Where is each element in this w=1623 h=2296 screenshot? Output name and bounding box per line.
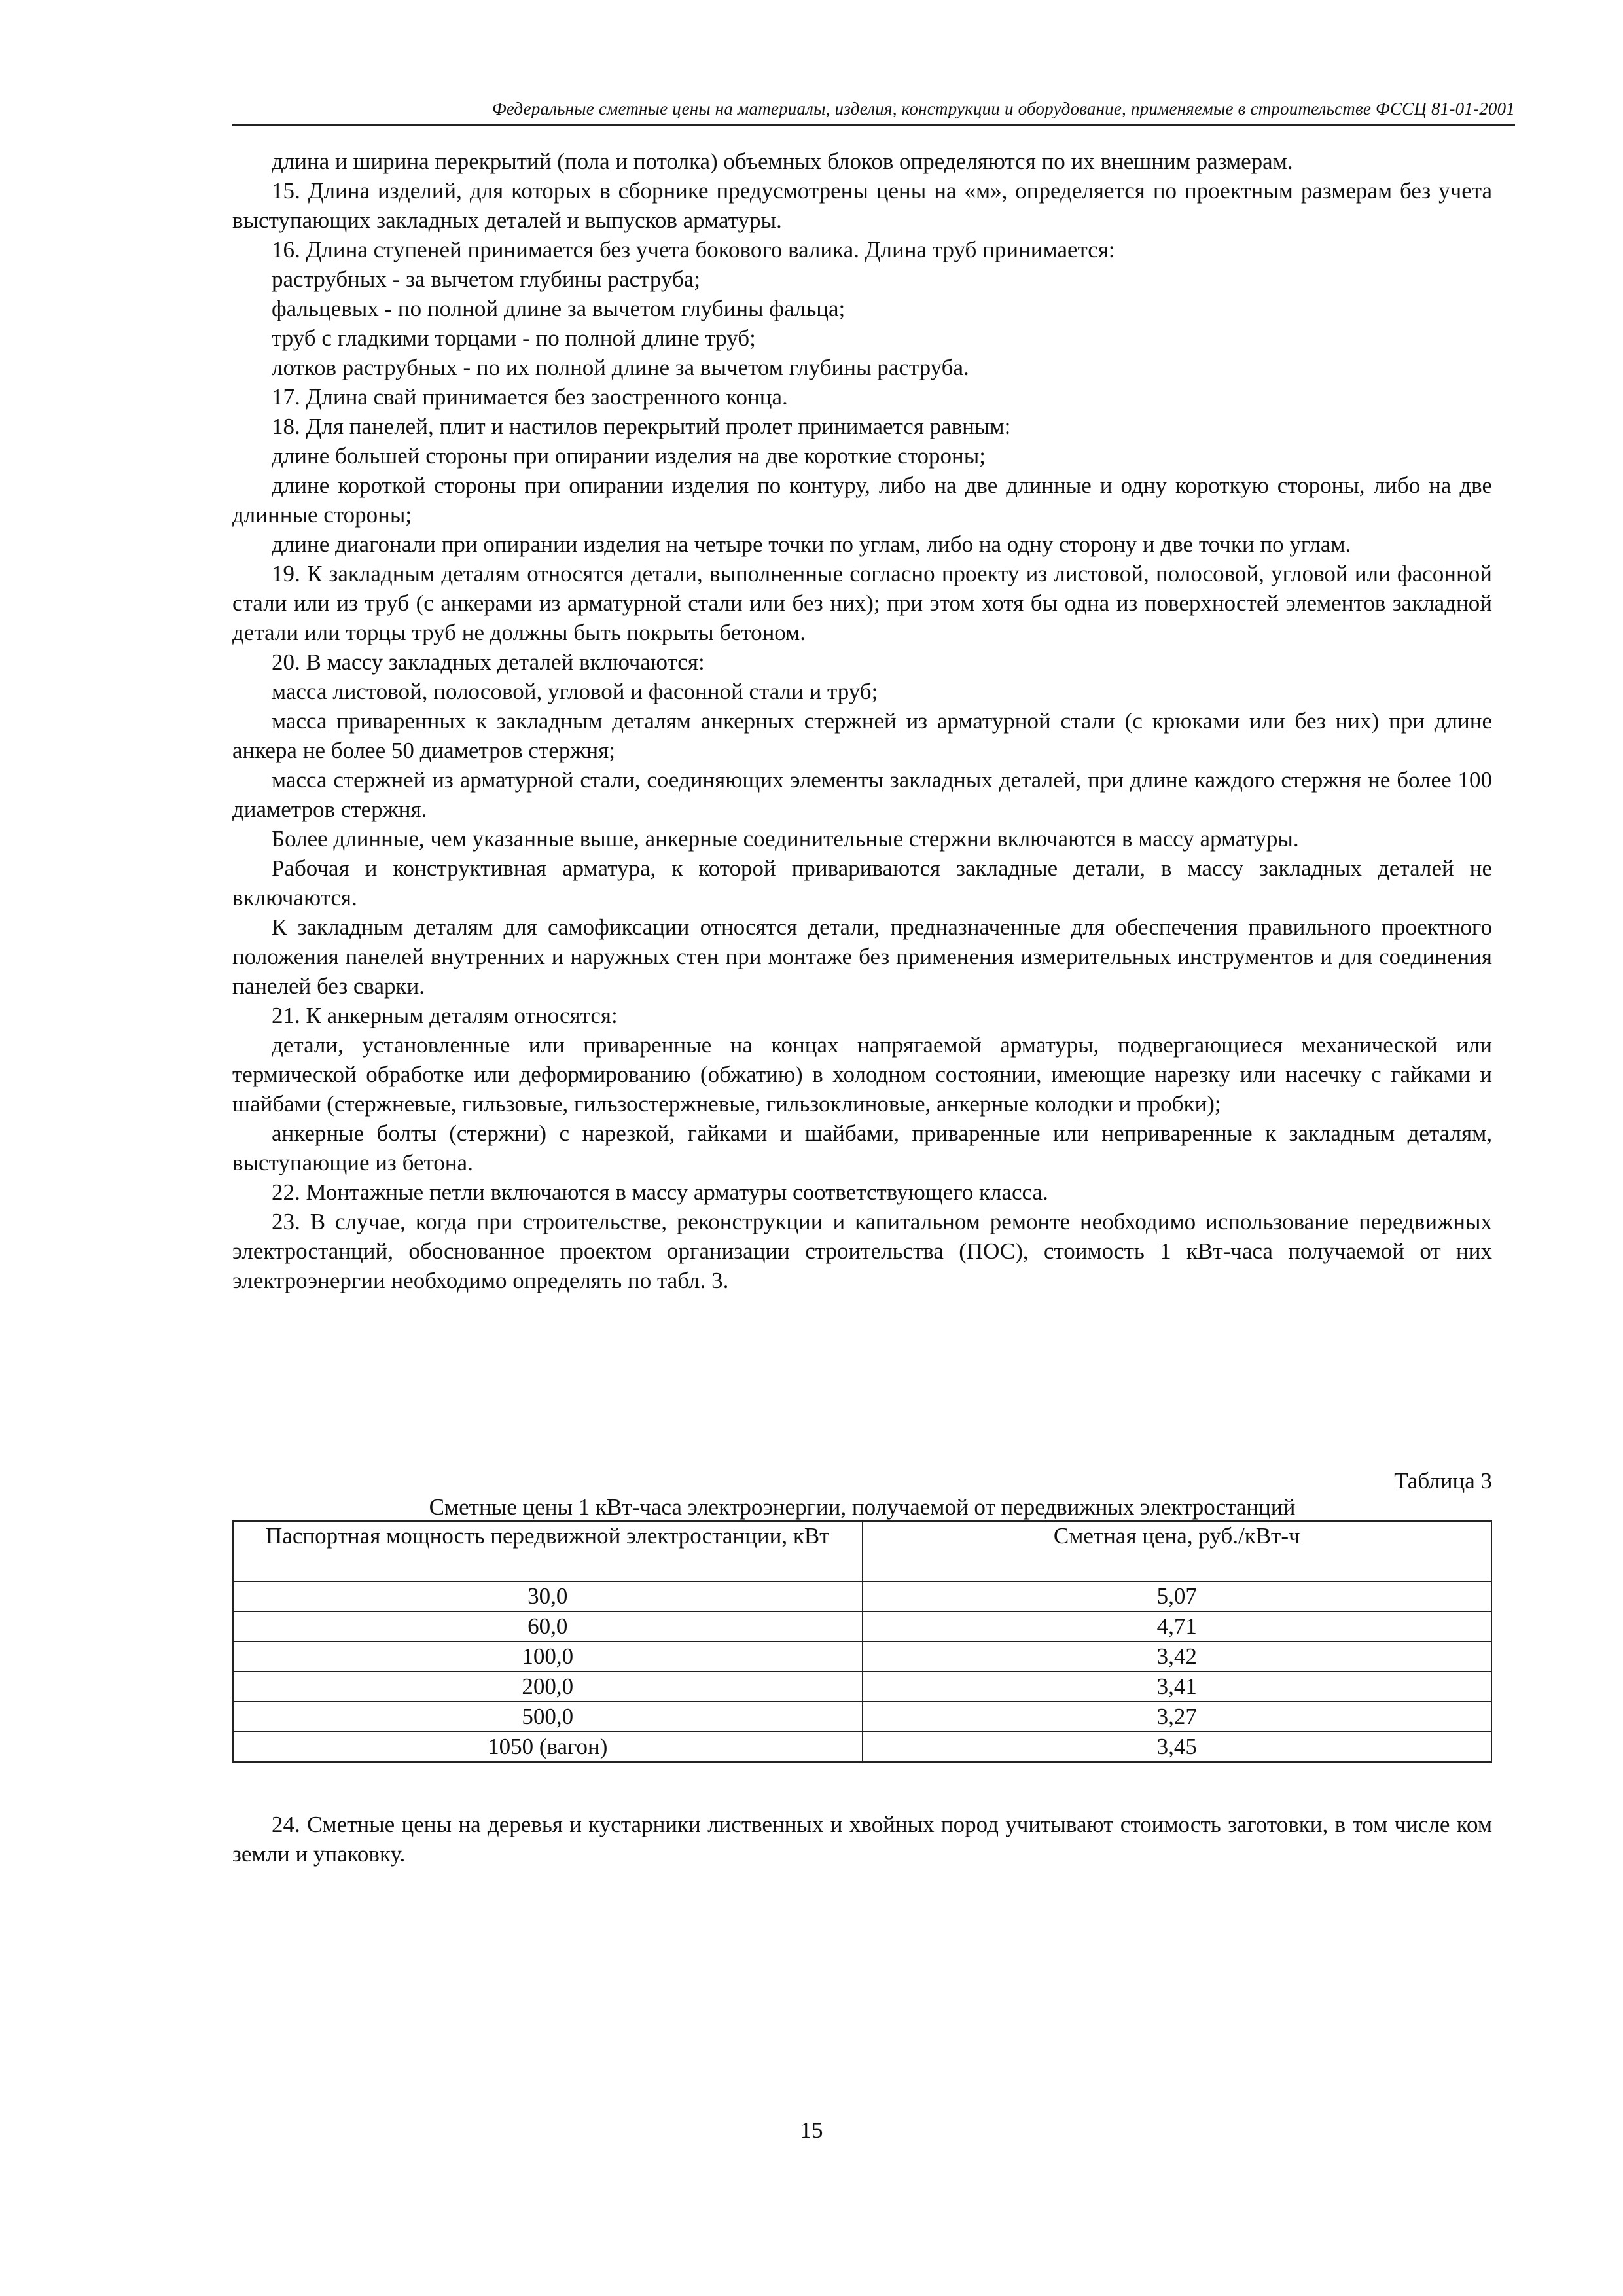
price-cell: 3,42 (863, 1641, 1492, 1672)
paragraph: детали, установленные или приваренные на концах напрягаемой арматуры, подвергающиеся механической или термической обработке или деформированию (обжатию) в холодном состоянии, имеющие нарезку или насечку с гайками и шайбами (стержневые, гильзовые, гильзостержневые, гильзоклиновые, анкерные колодки и пробки); (232, 1032, 1492, 1117)
price-table (232, 1520, 1492, 1763)
price-cell: 4,71 (863, 1611, 1492, 1641)
paragraph: 17. Длина свай принимается без заостренного конца. (272, 384, 788, 410)
paragraph: длина и ширина перекрытий (пола и потолка) объемных блоков определяются по их внешним размерам. (272, 149, 1293, 174)
power-cell: 60,0 (233, 1611, 863, 1641)
power-cell: 1050 (вагон) (233, 1732, 863, 1762)
table-label: Таблица 3 (1394, 1468, 1492, 1494)
power-cell: 30,0 (233, 1581, 863, 1611)
paragraph: 19. К закладным деталям относятся детали, выполненные согласно проекту из листовой, полосовой, угловой или фасонной стали или из труб (с анкерами из арматурной стали или без них); при этом хотя бы одна из поверхностей элементов закладной детали или торцы труб не должны быть покрыты бетоном. (232, 561, 1492, 645)
price-cell: 3,27 (863, 1702, 1492, 1732)
price-cell: 3,41 (863, 1672, 1492, 1702)
power-cell: 500,0 (233, 1702, 863, 1732)
paragraph: 15. Длина изделий, для которых в сборнике предусмотрены цены на «м», определяется по проектным размерам без учета выступающих закладных деталей и выпусков арматуры. (232, 178, 1492, 233)
after-table-text (232, 1810, 1492, 1869)
paragraph: 23. В случае, когда при строительстве, реконструкции и капитальном ремонте необходимо использование передвижных электростанций, обоснованное проектом организации строительства (ПОС), стоимость 1 кВт-часа получаемой от них электроэнергии необходимо определять по табл. 3. (232, 1209, 1492, 1293)
table-header-row (233, 1521, 1491, 1581)
paragraph: масса приваренных к закладным деталям анкерных стержней из арматурной стали (с крюками или без них) при длине анкера не более 50 диаметров стержня; (232, 708, 1492, 763)
paragraph: фальцевых - по полной длине за вычетом глубины фальца; (272, 296, 846, 321)
paragraph: длине диагонали при опирании изделия на четыре точки по углам, либо на одну сторону и две точки по углам. (272, 531, 1351, 557)
column-header-power: Паспортная мощность передвижной электростанции, кВт (233, 1521, 863, 1581)
paragraph: 18. Для панелей, плит и настилов перекрытий пролет принимается равным: (272, 414, 1011, 439)
paragraph: длине большей стороны при опирании изделия на две короткие стороны; (272, 443, 986, 469)
table-row (233, 1672, 1491, 1702)
table-row (233, 1641, 1491, 1672)
table-row (233, 1581, 1491, 1611)
paragraph: масса листовой, полосовой, угловой и фасонной стали и труб; (272, 679, 878, 704)
paragraph: 20. В массу закладных деталей включаются: (272, 649, 705, 675)
running-header: Федеральные сметные цены на материалы, изделия, конструкции и оборудование, применяемые в строительстве ФССЦ 81-01-2001 (232, 96, 1515, 126)
paragraph: Более длинные, чем указанные выше, анкерные соединительные стержни включаются в массу арматуры. (272, 826, 1299, 852)
paragraph: 16. Длина ступеней принимается без учета бокового валика. Длина труб принимается: (272, 237, 1115, 262)
paragraph: 22. Монтажные петли включаются в массу арматуры соответствующего класса. (272, 1179, 1048, 1205)
paragraph: масса стержней из арматурной стали, соединяющих элементы закладных деталей, при длине каждого стержня не более 100 диаметров стержня. (232, 767, 1492, 822)
paragraph: анкерные болты (стержни) с нарезкой, гайками и шайбами, приваренные или неприваренные к закладным деталям, выступающие из бетона. (232, 1121, 1492, 1175)
paragraph: 21. К анкерным деталям относятся: (272, 1003, 618, 1028)
paragraph: Рабочая и конструктивная арматура, к которой привариваются закладные детали, в массу закладных деталей не включаются. (232, 855, 1492, 910)
table-title: Сметные цены 1 кВт-часа электроэнергии, получаемой от передвижных электростанций (429, 1494, 1296, 1520)
paragraph: длине короткой стороны при опирании изделия по контуру, либо на две длинные и одну короткую стороны, либо на две длинные стороны; (232, 473, 1492, 528)
paragraph: раструбных - за вычетом глубины раструба; (272, 266, 700, 292)
page-number: 15 (800, 2117, 823, 2143)
paragraph: К закладным деталям для самофиксации относятся детали, предназначенные для обеспечения правильного проектного положения панелей внутренних и наружных стен при монтаже без применения измерительных инструментов и для соединения панелей без сварки. (232, 914, 1492, 999)
paragraph: труб с гладкими торцами - по полной длине труб; (272, 325, 756, 351)
table-row (233, 1702, 1491, 1732)
power-cell: 100,0 (233, 1641, 863, 1672)
price-cell: 3,45 (863, 1732, 1492, 1762)
paragraph: 24. Сметные цены на деревья и кустарники лиственных и хвойных пород учитывают стоимость заготовки, в том числе ком земли и упаковку. (232, 1812, 1492, 1867)
column-header-price: Сметная цена, руб./кВт-ч (863, 1521, 1492, 1581)
body-text (232, 147, 1492, 1295)
price-cell: 5,07 (863, 1581, 1492, 1611)
table-row (233, 1732, 1491, 1762)
table-row (233, 1611, 1491, 1641)
power-cell: 200,0 (233, 1672, 863, 1702)
paragraph: лотков раструбных - по их полной длине за вычетом глубины раструба. (272, 355, 969, 380)
